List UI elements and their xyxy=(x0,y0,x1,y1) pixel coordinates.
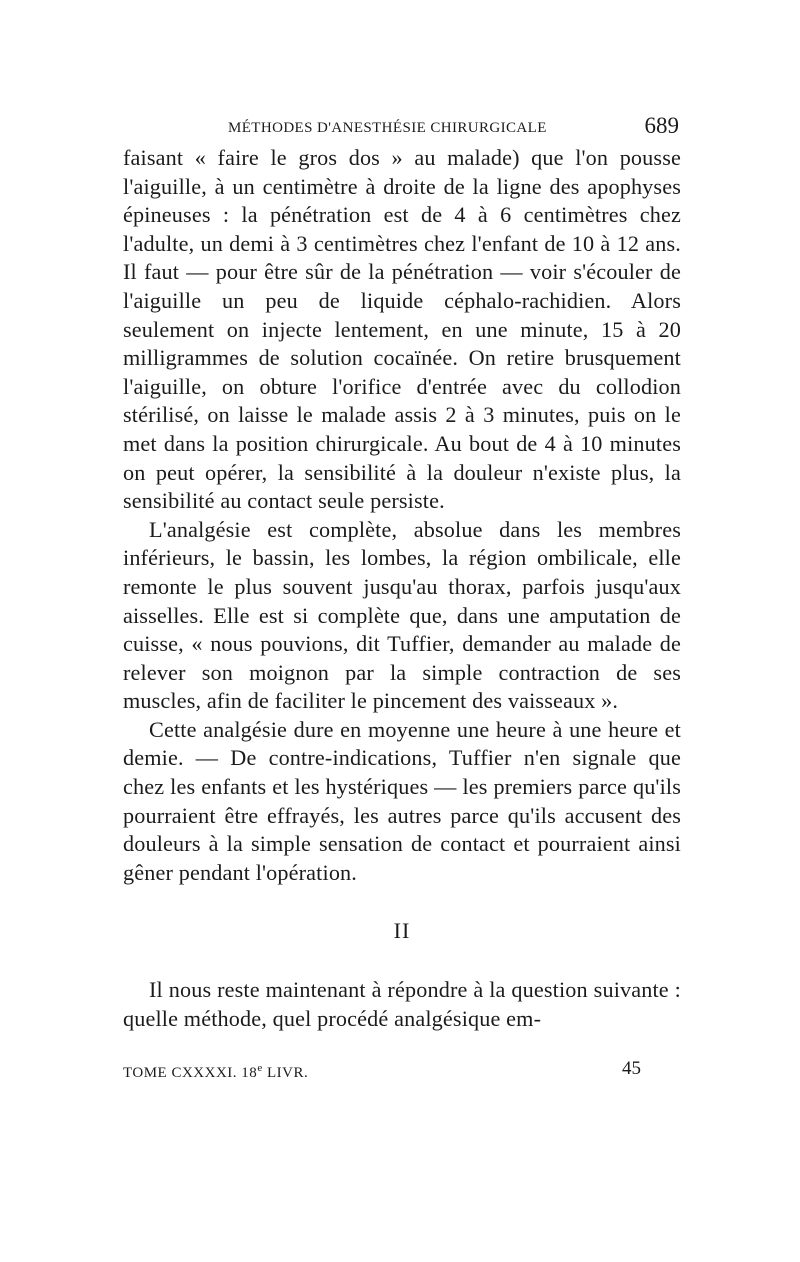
paragraph-continuation: faisant « faire le gros dos » au malade) que l'on pousse l'aiguille, à un centimètre à droite de la ligne des apophyses épineuses : la pénétration est de 4 à 6 centimètres chez l'adulte, un demi à 3 centimètres chez l'enfant de 10 à 12 ans. Il faut — pour être sûr de la pénétration — voir s'écouler de l'aiguille un peu de liquide céphalo-rachidien. Alors seulement on injecte lentement, en une minute, 15 à 20 milligrammes de solution cocaïnée. On retire brusquement l'aiguille, on obture l'orifice d'entrée avec du collodion stérilisé, on laisse le malade assis 2 à 3 minutes, puis on le met dans la position chirurgicale. Au bout de 4 à 10 minutes on peut opérer, la sensibilité à la douleur n'existe plus, la sensibilité au contact seule persiste. xyxy=(123,145,681,514)
body-text xyxy=(123,144,681,1033)
paragraph-analgesie: L'analgésie est complète, absolue dans les membres inférieurs, le bassin, les lombes, la région ombilicale, elle remonte le plus souvent jusqu'au thorax, parfois jusqu'aux aisselles. Elle est si complète que, dans une amputation de cuisse, « nous pouvions, dit Tuffier, demander au malade de relever son moignon par la simple contraction de ses muscles, afin de faciliter le pincement des vaisseaux ». xyxy=(123,516,681,714)
volume-signature-sup: e xyxy=(257,1062,263,1074)
section-numeral: II xyxy=(393,918,411,944)
book-page xyxy=(123,104,681,1204)
volume-signature-suffix: LIVR. xyxy=(262,1065,309,1081)
volume-signature xyxy=(123,1062,308,1082)
running-title: MÉTHODES D'ANESTHÉSIE CHIRURGICALE xyxy=(228,120,547,136)
paragraph-section-two: Il nous reste maintenant à répondre à la question suivante : quelle méthode, quel procédé analgésique em- xyxy=(123,977,681,1031)
sheet-number: 45 xyxy=(622,1058,641,1079)
paragraph-duree: Cette analgésie dure en moyenne une heure à une heure et demie. — De contre-indications, Tuffier n'en signale que chez les enfants et les hystériques — les premiers parce qu'ils pourraient être effrayés, les autres parce qu'ils accusent des douleurs à la simple sensation de contact et pourraient ainsi gêner pendant l'opération. xyxy=(123,716,681,885)
running-head xyxy=(123,104,681,144)
page-number: 689 xyxy=(644,113,679,138)
volume-signature-prefix: TOME CXXXXI. 18 xyxy=(123,1065,258,1081)
footer-signature-line xyxy=(123,1056,681,1086)
